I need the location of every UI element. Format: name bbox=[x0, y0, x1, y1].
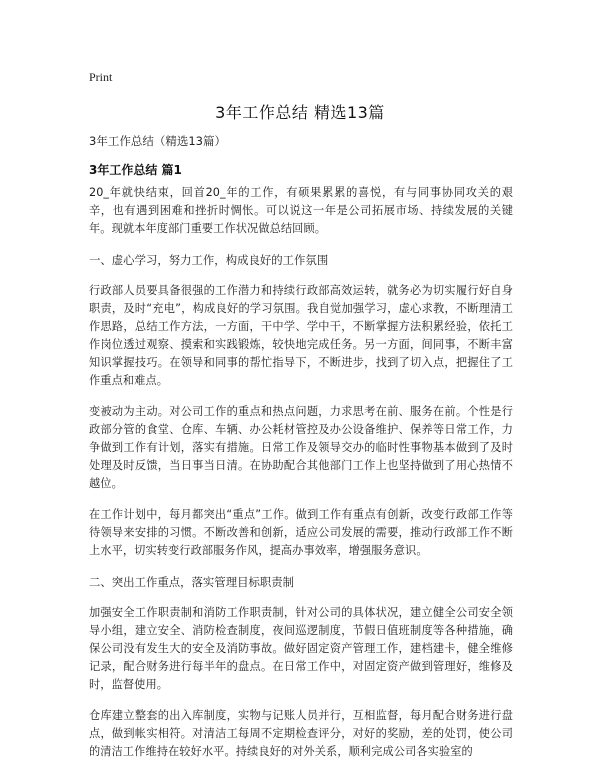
body-paragraph: 变被动为主动。对公司工作的重点和热点问题，力求思考在前、服务在前。个性是行政部分管的食堂、仓库、车辆、办公耗材管控及办公设备维护、保养等日常工作，力争做到工作有计划，落实有措施。日常工作及领导交办的临时性事物基本做到了及时处理及时反馈，当日事当日清。在协助配合其他部门工作上也坚持做到了用心热情不越位。 bbox=[89, 405, 513, 490]
body-paragraph: 行政部人员要具备很强的工作潜力和持续行政部高效运转，就务必为切实履行好自身职责，及时“充电”，构成良好的学习氛围。我自觉加强学习，虚心求教，不断理清工作思路，总结工作方法，一方面，干中学、学中干，不断掌握方法积累经验，依托工作岗位透过观察、摸索和实践锻炼，较快地完成任务。另一方面，间同事，不断丰富知识掌握技巧。在领导和同事的帮忙指导下，不断进步，找到了切入点，把握住了工作重点和难点。 bbox=[89, 284, 513, 387]
page-title: 3年工作总结 精选13篇 bbox=[215, 103, 385, 122]
section-heading: 3年工作总结 篇1 bbox=[89, 163, 182, 177]
body-paragraph: 加强安全工作职责制和消防工作职责制，针对公司的具体状况，建立健全公司安全领导小组，建立安全、消防检查制度，夜间巡逻制度，节假日值班制度等各种措施，确保公司没有发生大的安全及消防事故。做好固定资产管理工作，建档建卡，健全维修记录，配合财务进行每半年的盘点。在日常工作中，对固定资产做到管理好，维修及时，监督使用。 bbox=[89, 606, 513, 691]
print-link[interactable]: Print bbox=[89, 70, 113, 84]
document-body bbox=[89, 184, 513, 774]
intro-paragraph: 20_年就快结束，回首20_年的工作，有硕果累累的喜悦，有与同事协同攻关的艰辛，也有遇到困难和挫折时惆怅。可以说这一年是公司拓展市场、持续发展的关键年。现就本年度部门重要工作状况做总结回顾。 bbox=[89, 186, 513, 235]
body-paragraph: 在工作计划中，每月都突出“重点”工作。做到工作有重点有创新，改变行政部工作等待领导来安排的习惯。不断改善和创新，适应公司发展的需要，推动行政部工作不断上水平，切实转变行政部服务作风，提高办事效率，增强服务意识。 bbox=[89, 508, 513, 557]
body-paragraph: 仓库建立整套的出入库制度，实物与记账人员并行，互相监督，每月配合财务进行盘点，做到帐实相符。对清洁工每周不定期检查评分，对好的奖励，差的处罚，使公司的清洁工作维持在较好水平。持续良好的对外关系，顺利完成公司各实验室的 bbox=[89, 709, 513, 758]
document-subtitle: 3年工作总结（精选13篇） bbox=[89, 134, 226, 148]
subheading-2: 二、突出工作重点，落实管理目标职责制 bbox=[89, 575, 295, 589]
subheading-1: 一、虚心学习，努力工作，构成良好的工作氛围 bbox=[89, 253, 329, 267]
